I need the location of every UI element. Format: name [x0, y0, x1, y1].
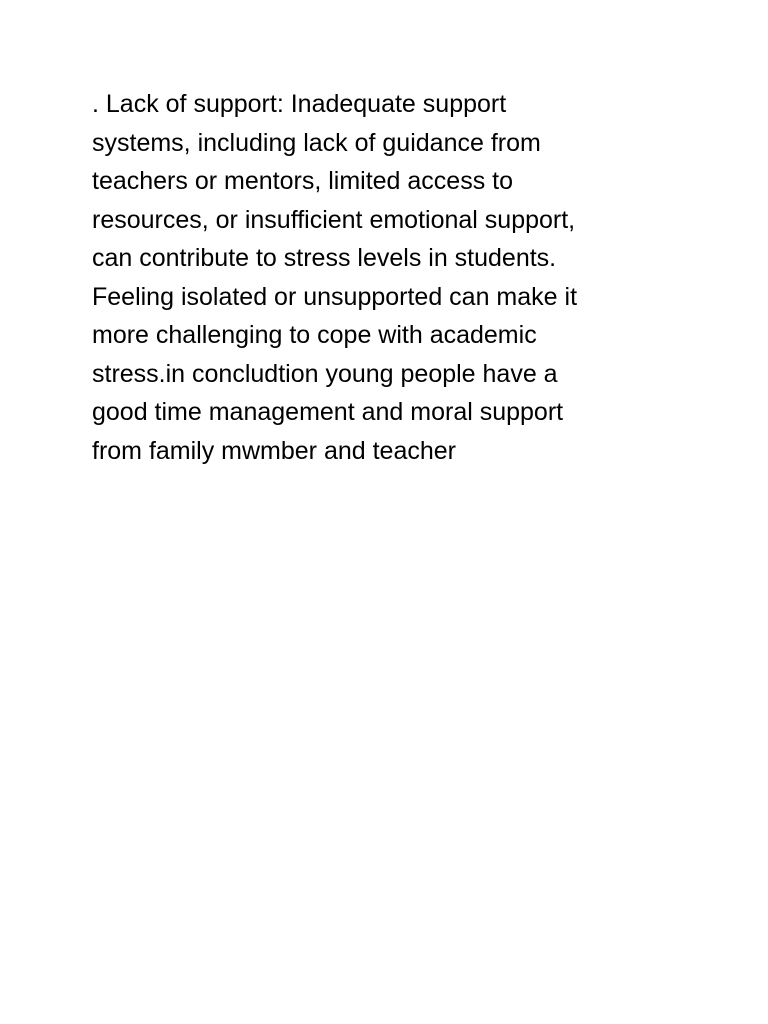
text-line: Feeling isolated or unsupported can make it	[92, 282, 578, 311]
text-line: can contribute to stress levels in students.	[92, 244, 557, 272]
text-line: teachers or mentors, limited access to	[92, 167, 513, 195]
text-line: resources, or insufficient emotional support,	[92, 205, 576, 234]
text-line: from family mwmber and teacher	[92, 436, 457, 465]
text-line: systems, including lack of guidance from	[92, 128, 541, 157]
text-line: stress.in concludtion young people have a	[92, 359, 558, 388]
text-line: good time management and moral support	[92, 398, 564, 426]
text-line: more challenging to cope with academic	[92, 321, 537, 349]
document-body-text	[92, 85, 692, 470]
text-line: . Lack of support: Inadequate support	[92, 90, 507, 118]
